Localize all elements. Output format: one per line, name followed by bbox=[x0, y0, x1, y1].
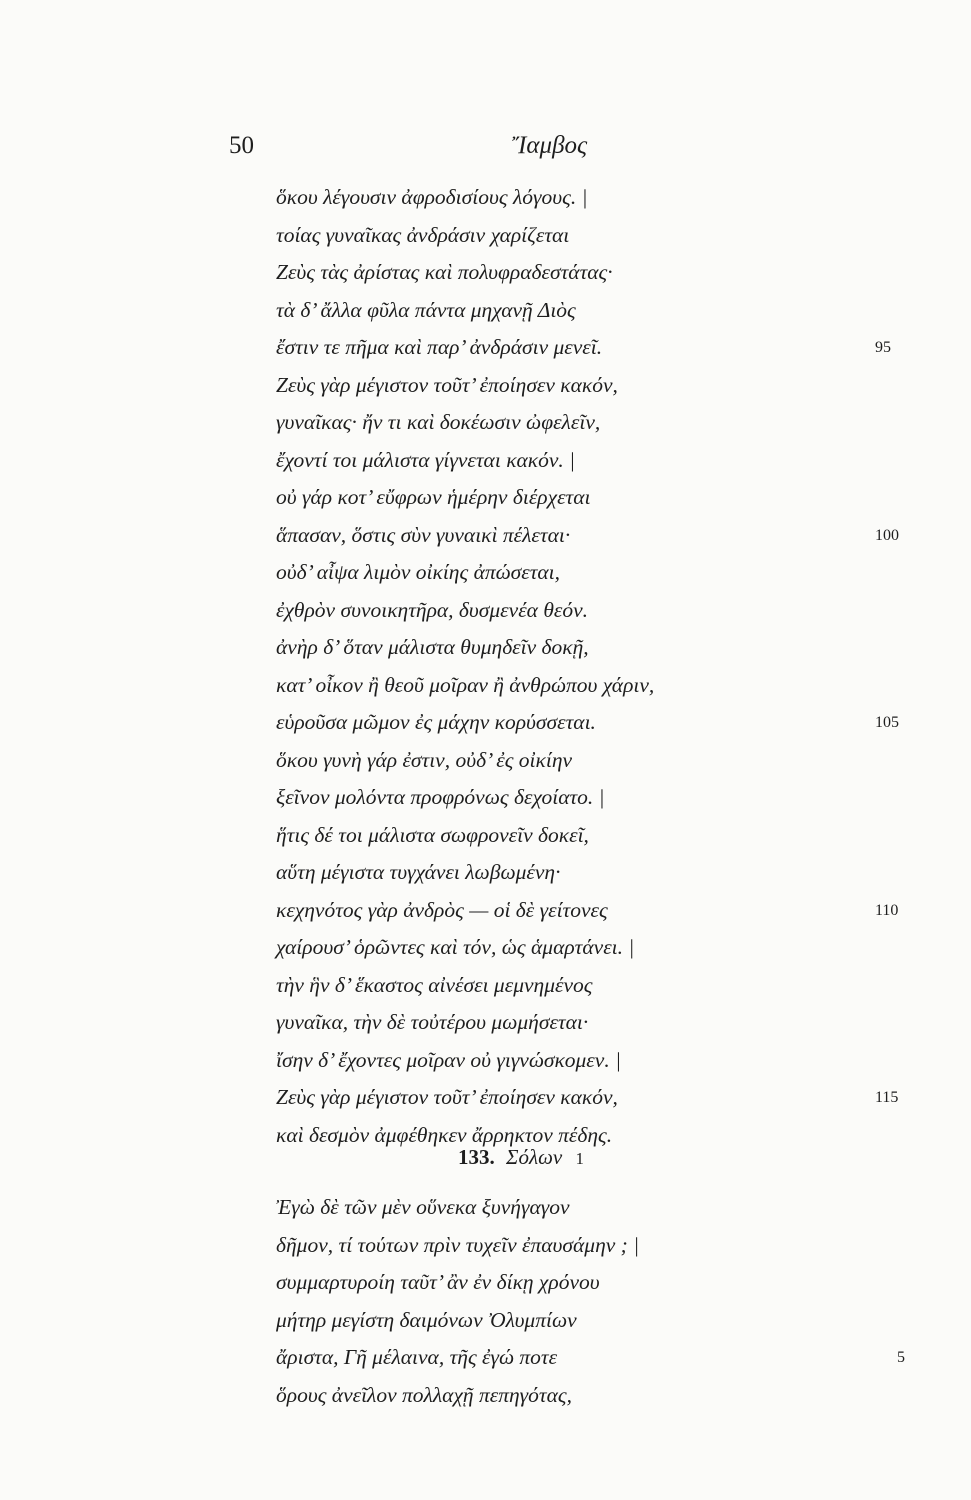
verse-line bbox=[276, 929, 836, 967]
verse-line bbox=[276, 329, 891, 367]
section-heading bbox=[458, 1142, 584, 1174]
verse-text: αὕτη μέγιστα τυγχάνει λωβωμένη· bbox=[276, 860, 561, 884]
verse-line bbox=[276, 179, 836, 217]
verse-line bbox=[276, 367, 836, 405]
verse-line bbox=[276, 1227, 916, 1265]
verse-line bbox=[276, 479, 836, 517]
verse-text: ὅκου λέγουσιν ἀφροδισίους λόγους. | bbox=[276, 185, 588, 209]
line-number: 95 bbox=[875, 339, 891, 356]
section-number: 133. bbox=[458, 1145, 495, 1169]
verse-line bbox=[276, 292, 836, 330]
verse-text: Ζεὺς γὰρ μέγιστον τοῦτ’ ἐποίησεν κακόν, bbox=[276, 372, 618, 397]
verse-line bbox=[276, 254, 836, 292]
verse-line bbox=[276, 967, 836, 1005]
verse-line bbox=[276, 742, 836, 780]
poem-text-block-2 bbox=[276, 1189, 916, 1414]
verse-line bbox=[276, 629, 836, 667]
poem-text-block bbox=[276, 179, 899, 1154]
verse-line bbox=[276, 554, 836, 592]
verse-text: ὅκου γυνὴ γάρ ἐστιν, οὐδ’ ἐς οἰκίην bbox=[276, 747, 573, 772]
verse-line bbox=[276, 1079, 899, 1117]
verse-text: χαίρουσ’ ὁρῶντες καὶ τόν, ὡς ἁμαρτάνει. | bbox=[276, 935, 635, 959]
verse-text: κατ’ οἶκον ἢ θεοῦ μοῖραν ἢ ἀνθρώπου χάριν, bbox=[276, 672, 655, 697]
verse-text: ἴσην δ’ ἔχοντες μοῖραν οὐ γιγνώσκομεν. | bbox=[276, 1047, 621, 1072]
verse-text: τὴν ἣν δ’ ἕκαστος αἰνέσει μεμνημένος bbox=[276, 972, 593, 997]
verse-line bbox=[276, 1302, 916, 1340]
verse-text: Ζεὺς γὰρ μέγιστον τοῦτ’ ἐποίησεν κακόν, bbox=[276, 1085, 618, 1109]
verse-text: κεχηνότος γὰρ ἀνδρὸς — οἱ δὲ γείτονες bbox=[276, 897, 608, 922]
line-number: 100 bbox=[875, 526, 899, 544]
verse-line bbox=[276, 817, 836, 855]
verse-text: ἔχοντί τοι μάλιστα γίγνεται κακόν. | bbox=[276, 447, 576, 472]
verse-text: ξεῖνον μολόντα προφρόνως δεχοίατο. | bbox=[276, 785, 605, 809]
verse-line bbox=[276, 1377, 916, 1415]
verse-text: ἐχθρὸν συνοικητῆρα, δυσμενέα θεόν. bbox=[276, 597, 589, 622]
line-number: 110 bbox=[875, 901, 899, 919]
verse-text: ἥτις δέ τοι μάλιστα σωφρονεῖν δοκεῖ, bbox=[276, 822, 589, 847]
verse-line bbox=[276, 892, 899, 930]
verse-text: γυναῖκας· ἤν τι καὶ δοκέωσιν ὠφελεῖν, bbox=[276, 410, 601, 434]
section-footnote-marker: 1 bbox=[575, 1149, 584, 1168]
verse-text: ἀνὴρ δ’ ὅταν μάλιστα θυμηδεῖν δοκῇ, bbox=[276, 635, 589, 659]
verse-line bbox=[276, 1339, 916, 1377]
verse-line bbox=[276, 854, 836, 892]
section-author: Σόλων bbox=[506, 1145, 563, 1169]
running-head: Ἴαμβος bbox=[512, 132, 588, 159]
verse-line bbox=[276, 517, 899, 555]
line-number: 105 bbox=[875, 714, 899, 731]
verse-line bbox=[276, 217, 836, 255]
verse-text: Ζεὺς τὰς ἀρίστας καὶ πολυφραδεστάτας· bbox=[276, 260, 613, 284]
verse-text: ἔστιν τε πῆμα καὶ παρ’ ἀνδράσιν μενεῖ. bbox=[276, 335, 603, 359]
verse-line bbox=[276, 1264, 916, 1302]
verse-line bbox=[276, 1189, 916, 1227]
line-number: 115 bbox=[875, 1089, 899, 1106]
verse-text: ὅρους ἀνεῖλον πολλαχῇ πεπηγότας, bbox=[276, 1382, 572, 1407]
verse-line bbox=[276, 779, 836, 817]
line-number: 5 bbox=[897, 1349, 905, 1366]
verse-line bbox=[276, 404, 836, 442]
verse-line bbox=[276, 667, 836, 705]
page-number: 50 bbox=[229, 132, 254, 159]
verse-line bbox=[276, 1042, 836, 1080]
verse-text: εὑροῦσα μῶμον ἐς μάχην κορύσσεται. bbox=[276, 710, 596, 734]
verse-line bbox=[276, 1004, 836, 1042]
verse-text: γυναῖκα, τὴν δὲ τοὐτέρου μωμήσεται· bbox=[276, 1010, 589, 1034]
verse-line bbox=[276, 442, 836, 480]
verse-text: συμμαρτυροίη ταῦτ’ ἂν ἐν δίκῃ χρόνου bbox=[276, 1270, 600, 1294]
verse-text: ἄριστα, Γῆ μέλαινα, τῆς ἐγώ ποτε bbox=[276, 1345, 558, 1369]
verse-text: Ἐγὼ δὲ τῶν μὲν οὕνεκα ξυνήγαγον bbox=[276, 1195, 570, 1219]
verse-text: μήτηρ μεγίστη δαιμόνων Ὀλυμπίων bbox=[276, 1307, 577, 1332]
verse-text: καὶ δεσμὸν ἀμφέθηκεν ἄρρηκτον πέδης. bbox=[276, 1122, 613, 1147]
verse-line bbox=[276, 592, 836, 630]
verse-text: τοίας γυναῖκας ἀνδράσιν χαρίζεται bbox=[276, 222, 570, 247]
verse-text: δῆμον, τί τούτων πρὶν τυχεῖν ἐπαυσάμην ; | bbox=[276, 1232, 640, 1257]
verse-text: ἅπασαν, ὅστις σὺν γυναικὶ πέλεται· bbox=[276, 522, 571, 547]
verse-text: τὰ δ’ ἄλλα φῦλα πάντα μηχανῇ Διὸς bbox=[276, 297, 576, 322]
verse-line bbox=[276, 704, 899, 742]
verse-text: οὐ γάρ κοτ’ εὔφρων ἡμέρην διέρχεται bbox=[276, 485, 591, 509]
verse-text: οὐδ’ αἶψα λιμὸν οἰκίης ἀπώσεται, bbox=[276, 560, 561, 584]
